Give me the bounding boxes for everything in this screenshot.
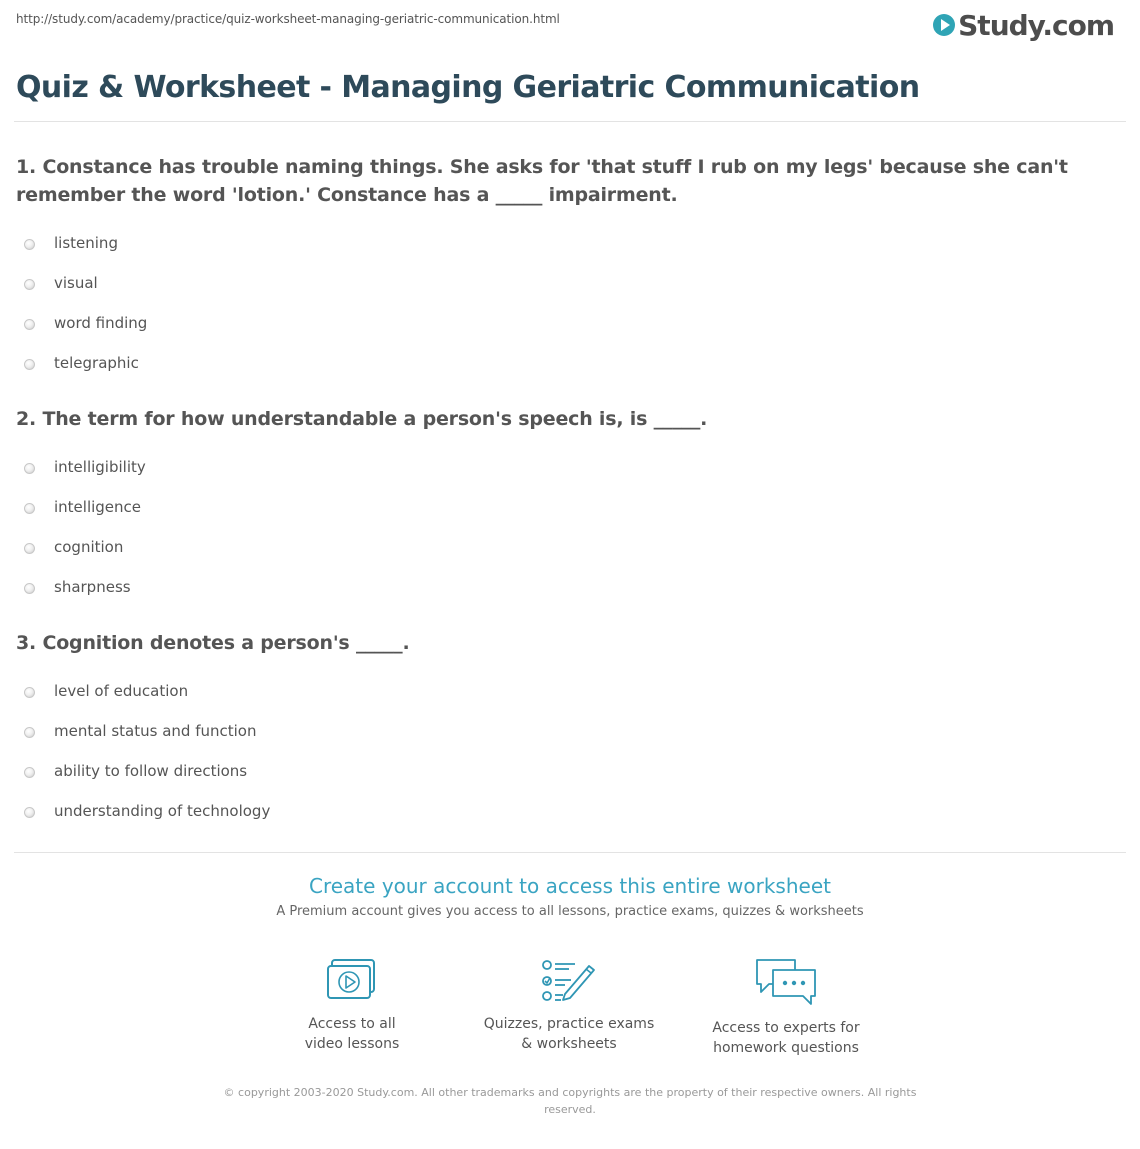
radio-button-icon[interactable] — [24, 503, 35, 514]
answer-option[interactable] — [16, 791, 1116, 831]
question-2 — [16, 405, 1116, 607]
answer-option[interactable] — [16, 711, 1116, 751]
logo-text: Study.com — [958, 8, 1114, 42]
radio-button-icon[interactable] — [24, 359, 35, 370]
option-label: word finding — [54, 314, 148, 332]
answer-option[interactable] — [16, 343, 1116, 383]
option-label: mental status and function — [54, 722, 257, 740]
copyright-text: © copyright 2003-2020 Study.com. All other trademarks and copyrights are the property of their respective owners. All rights reserved. — [223, 1086, 917, 1116]
feature-label-line: homework questions — [713, 1040, 859, 1056]
cta-divider — [14, 852, 1126, 853]
feature-experts — [686, 958, 886, 1058]
feature-label-line: Access to all — [308, 1016, 396, 1032]
option-label: sharpness — [54, 578, 131, 596]
answer-options — [16, 223, 1116, 383]
option-label: ability to follow directions — [54, 762, 248, 780]
study-logo[interactable] — [933, 8, 1114, 42]
feature-label-line: video lessons — [304, 1036, 400, 1052]
feature-label — [252, 1014, 452, 1054]
answer-option[interactable] — [16, 671, 1116, 711]
option-label: intelligence — [54, 498, 142, 516]
cta-title[interactable]: Create your account to access this entire worksheet — [309, 874, 831, 898]
answer-option[interactable] — [16, 567, 1116, 607]
answer-option[interactable] — [16, 263, 1116, 303]
answer-options — [16, 447, 1116, 607]
radio-button-icon[interactable] — [24, 583, 35, 594]
radio-button-icon[interactable] — [24, 767, 35, 778]
option-label: cognition — [54, 538, 124, 556]
answer-option[interactable] — [16, 303, 1116, 343]
cta-subtitle: A Premium account gives you access to all lessons, practice exams, quizzes & worksheets — [276, 904, 864, 919]
option-label: visual — [54, 274, 98, 292]
answer-option[interactable] — [16, 527, 1116, 567]
feature-label-line: Access to experts for — [712, 1020, 860, 1036]
radio-button-icon[interactable] — [24, 543, 35, 554]
radio-button-icon[interactable] — [24, 319, 35, 330]
feature-label-line: & worksheets — [521, 1036, 617, 1052]
premium-cta — [0, 874, 1140, 919]
question-3 — [16, 629, 1116, 831]
quiz-checklist-icon — [541, 958, 597, 1004]
answer-option[interactable] — [16, 447, 1116, 487]
feature-quizzes — [469, 958, 669, 1054]
radio-button-icon[interactable] — [24, 239, 35, 250]
radio-button-icon[interactable] — [24, 687, 35, 698]
page-url[interactable]: http://study.com/academy/practice/quiz-worksheet-managing-geriatric-communication.html — [16, 12, 560, 26]
option-label: intelligibility — [54, 458, 146, 476]
option-label: understanding of technology — [54, 802, 271, 820]
page-title: Quiz & Worksheet - Managing Geriatric Communication — [16, 70, 920, 105]
question-1 — [16, 153, 1116, 383]
radio-button-icon[interactable] — [24, 279, 35, 290]
option-label: telegraphic — [54, 354, 139, 372]
chat-bubbles-icon — [753, 958, 819, 1008]
play-logo-icon — [933, 14, 955, 36]
answer-options — [16, 671, 1116, 831]
top-bar — [0, 0, 1140, 48]
feature-label — [686, 1018, 886, 1058]
answer-option[interactable] — [16, 223, 1116, 263]
answer-option[interactable] — [16, 487, 1116, 527]
answer-option[interactable] — [16, 751, 1116, 791]
question-text: 2. The term for how understandable a person's speech is, is _____. — [16, 408, 708, 430]
title-divider — [14, 121, 1126, 122]
feature-video-lessons — [252, 958, 452, 1054]
radio-button-icon[interactable] — [24, 463, 35, 474]
question-text: 3. Cognition denotes a person's _____. — [16, 632, 410, 654]
option-label: level of education — [54, 682, 189, 700]
radio-button-icon[interactable] — [24, 727, 35, 738]
video-lessons-icon — [326, 958, 378, 1004]
radio-button-icon[interactable] — [24, 807, 35, 818]
feature-label-line: Quizzes, practice exams — [483, 1016, 655, 1032]
option-label: listening — [54, 234, 118, 252]
feature-label — [469, 1014, 669, 1054]
question-text: 1. Constance has trouble naming things. She asks for 'that stuff I rub on my legs' because she can't remember the word 'lotion.' Constance has a _____ impairment. — [16, 156, 1068, 206]
